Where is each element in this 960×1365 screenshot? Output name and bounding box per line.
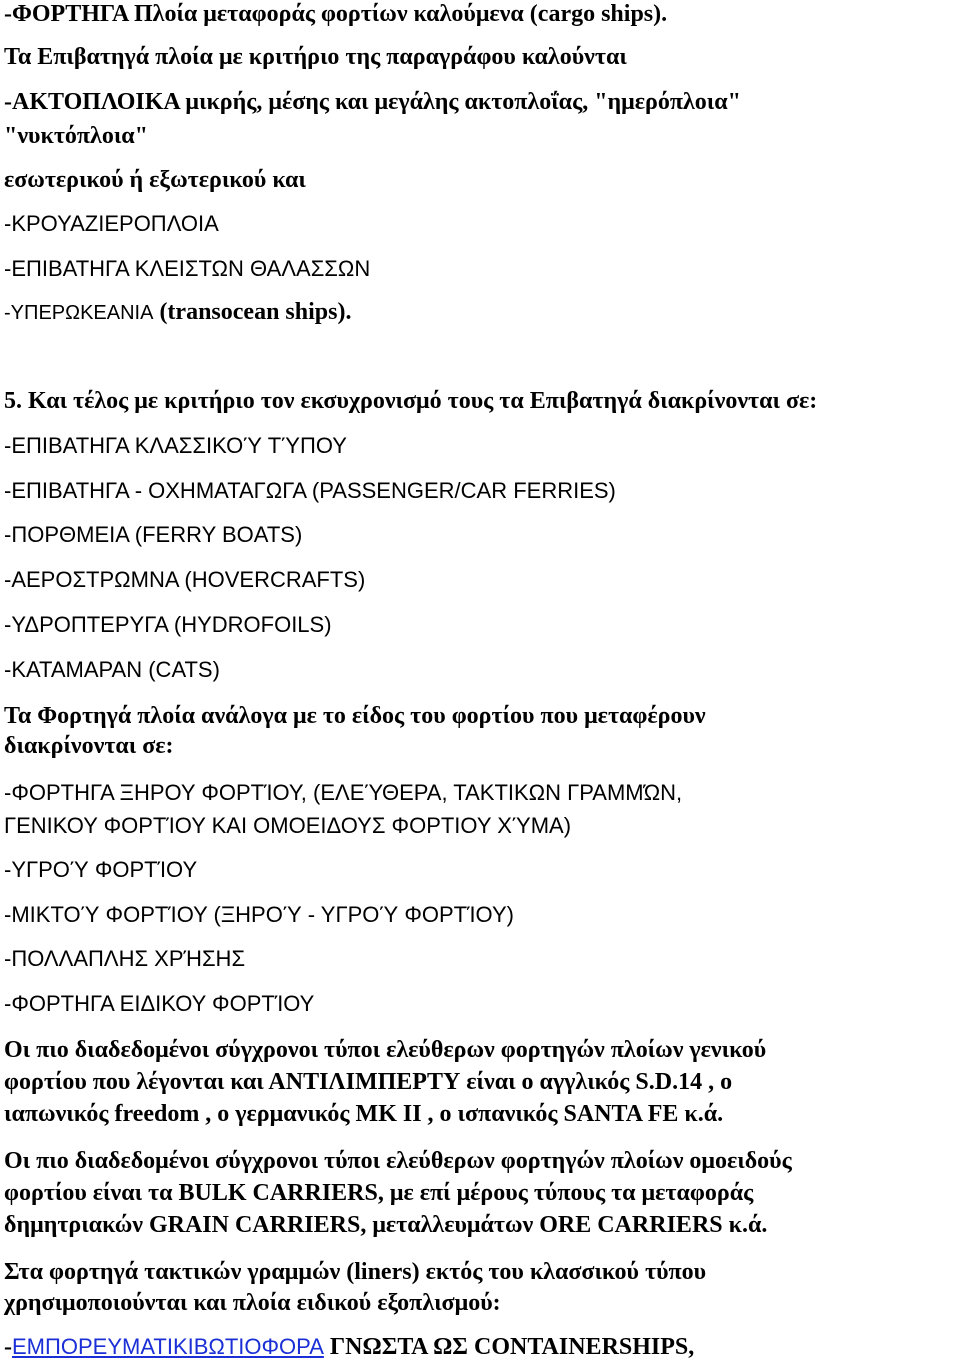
list-item-dry-cargo-continued: ΓΕΝΙΚΟΥ ΦΟΡΤΊΟΥ ΚΑΙ ΟΜΟΕΙΔΟΥΣ ΦΟΡΤΙΟΥ ΧΎΜΑ) — [4, 813, 572, 838]
transocean-latin: (transocean ships). — [153, 299, 352, 325]
text-line-modernization: 5. Και τέλος με κριτήριο τον εκσυχρονισμό τους τα Επιβατηγά διακρίνονται σε: — [4, 388, 818, 414]
list-item-car-ferries: -ΕΠΙΒΑΤΗΓΑ - ΟΧΗΜΑΤΑΓΩΓΑ (PASSENGER/CAR FERRIES) — [4, 478, 616, 503]
text-line-general-cargo-2: φορτίου που λέγονται και ΑΝΤΙΛΙΜΠΕΡΤΥ είναι ο αγγλικός S.D.14 , ο — [4, 1069, 733, 1095]
text-line-general-cargo-3: ιαπωνικός freedom , ο γερμανικός MK II , ο ισπανικός SANTA FE κ.ά. — [4, 1101, 724, 1127]
list-item-multi-purpose: -ΠΟΛΛΑΠΛΗΣ ΧΡΉΣΗΣ — [4, 946, 246, 971]
text-line-domestic-foreign: εσωτερικού ή εξωτερικού και — [4, 167, 306, 193]
text-line-distinguished: διακρίνονται σε: — [4, 733, 174, 759]
list-item-ferry-boats: -ΠΟΡΘΜΕΙΑ (FERRY BOATS) — [4, 522, 303, 547]
list-item-hydrofoils: -ΥΔΡΟΠΤΕΡΥΓΑ (HYDROFOILS) — [4, 612, 332, 637]
text-line-cargo-ships: -ΦΟΡΤΗΓΑ Πλοία μεταφοράς φορτίων καλούμενα (cargo ships). — [4, 1, 668, 27]
list-item-classic-type: -ΕΠΙΒΑΤΗΓΑ ΚΛΑΣΣΙΚΟΎ ΤΎΠΟΥ — [4, 433, 347, 458]
text-line-night-ships: "νυκτόπλοια" — [4, 123, 148, 149]
text-line-cargo-types: Τα Φορτηγά πλοία ανάλογα με το είδος του φορτίου που μεταφέρουν — [4, 703, 706, 729]
list-item-mixed-cargo: -ΜΙΚΤΟΎ ΦΟΡΤΊΟΥ (ΞΗΡΟΎ - ΥΓΡΟΎ ΦΟΡΤΊΟΥ) — [4, 902, 514, 927]
text-line-liners-2: χρησιμοποιούνται και πλοία ειδικού εξοπλισμού: — [4, 1290, 501, 1316]
transocean-greek: -ΥΠΕΡΩΚΕΑΝΙΑ — [4, 302, 154, 324]
text-line-bulk-2: φορτίου είναι τα BULK CARRIERS, με επί μέρους τύπους τα μεταφοράς — [4, 1180, 754, 1206]
list-item-dry-cargo: -ΦΟΡΤΗΓΑ ΞΗΡΟΥ ΦΟΡΤΊΟΥ, (ΕΛΕΎΘΕΡΑ, ΤΑΚΤΙΚΩΝ ΓΡΑΜΜΏΝ, — [4, 780, 683, 805]
text-line-containerships — [4, 1332, 694, 1362]
containerships-link[interactable]: ΕΜΠΟΡΕΥΜΑΤΙΚΙΒΩΤΙΟΦΟΡΑ — [12, 1334, 324, 1359]
list-item-hovercrafts: -ΑΕΡΟΣΤΡΩΜΝΑ (HOVERCRAFTS) — [4, 567, 366, 592]
text-line-coastal: -ΑΚΤΟΠΛΟΙΚΑ μικρής, μέσης και μεγάλης ακτοπλοΐας, "ημερόπλοια" — [4, 89, 741, 115]
list-item-catamaran: -ΚΑΤΑΜΑΡΑΝ (CATS) — [4, 657, 220, 682]
text-line-bulk-3: δημητριακών GRAIN CARRIERS, μεταλλευμάτων ORE CARRIERS κ.ά. — [4, 1212, 768, 1238]
containerships-text: ΓΝΩΣΤΑ ΩΣ CONTAINERSHIPS, — [323, 1334, 695, 1360]
text-line-general-cargo-1: Οι πιο διαδεδομένοι σύγχρονοι τύποι ελεύθερων φορτηγών πλοίων γενικού — [4, 1037, 767, 1063]
dash: - — [4, 1334, 12, 1360]
text-line-passenger-criteria: Τα Επιβατηγά πλοία με κριτήριο της παραγράφου καλούνται — [4, 44, 627, 70]
text-line-cruise-ships: -ΚΡΟΥΑΖΙΕΡΟΠΛΟΙΑ — [4, 211, 219, 236]
text-line-bulk-1: Οι πιο διαδεδομένοι σύγχρονοι τύποι ελεύθερων φορτηγών πλοίων ομοειδούς — [4, 1148, 792, 1174]
list-item-special-cargo: -ΦΟΡΤΗΓΑ ΕΙΔΙΚΟΥ ΦΟΡΤΊΟΥ — [4, 991, 315, 1016]
text-line-closed-seas: -ΕΠΙΒΑΤΗΓΑ ΚΛΕΙΣΤΩΝ ΘΑΛΑΣΣΩΝ — [4, 256, 371, 281]
list-item-liquid-cargo: -ΥΓΡΟΎ ΦΟΡΤΊΟΥ — [4, 857, 198, 882]
text-line-transocean — [4, 297, 351, 328]
text-line-liners-1: Στα φορτηγά τακτικών γραμμών (liners) εκτός του κλασσικού τύπου — [4, 1259, 707, 1285]
